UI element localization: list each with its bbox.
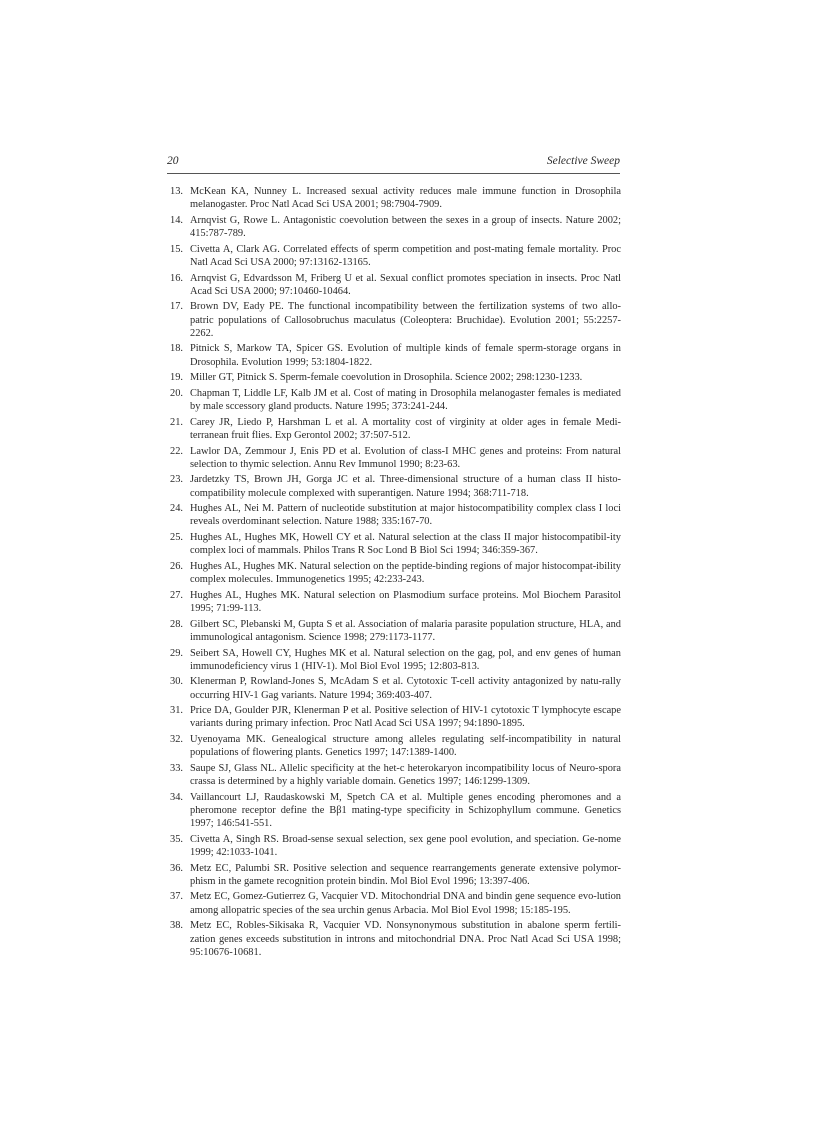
reference-text: Hughes AL, Nei M. Pattern of nucleotide substitution at major histocompatibility complex class I loci reveals overdominant selection. Nature 1988; 335:167-70. bbox=[190, 503, 621, 528]
reference-text: Jardetzky TS, Brown JH, Gorga JC et al. Three-dimensional structure of a human class II histo-compatibility molecule complexed with superantigen. Nature 1994; 368:711-718. bbox=[190, 474, 621, 499]
reference-text: Arnqvist G, Rowe L. Antagonistic coevolution between the sexes in a group of insects. Nature 2002; 415:787-789. bbox=[190, 214, 621, 240]
reference-number: 27. bbox=[170, 589, 183, 601]
reference-text: Civetta A, Clark AG. Correlated effects of sperm competition and post-mating female mortality. Proc Natl Acad Sci USA 2000; 97:13162-13165. bbox=[190, 243, 621, 268]
reference-number: 34. bbox=[170, 791, 183, 803]
reference-number: 35. bbox=[170, 833, 183, 845]
reference-number: 32. bbox=[170, 734, 183, 746]
reference-item bbox=[170, 919, 621, 959]
reference-number: 38. bbox=[170, 920, 183, 932]
reference-text: Metz EC, Robles-Sikisaka R, Vacquier VD. Nonsynonymous substitution in abalone sperm fertili-zation genes exceeds substitution in introns and mitochondrial DNA. Proc Natl Acad Sci USA 1998; 95:10676-10681. bbox=[190, 920, 621, 958]
reference-number: 24. bbox=[170, 503, 183, 515]
reference-text: Klenerman P, Rowland-Jones S, McAdam S et al. Cytotoxic T-cell activity antagonized by natu-rally occurring HIV-1 Gag variants. Nature 1994; 369:403-407. bbox=[190, 676, 621, 701]
reference-number: 33. bbox=[170, 762, 183, 774]
page-number: 20 bbox=[167, 155, 179, 167]
reference-item bbox=[170, 890, 621, 916]
reference-text: Uyenoyama MK. Genealogical structure among alleles regulating self-incompatibility in natural populations of flowering plants. Genetics 1997; 147:1389-1400. bbox=[190, 734, 621, 759]
reference-number: 20. bbox=[170, 387, 183, 399]
reference-item bbox=[170, 185, 621, 211]
reference-number: 13. bbox=[170, 186, 183, 197]
reference-text: Gilbert SC, Plebanski M, Gupta S et al. Association of malaria parasite population structure, HLA, and immunological antagonism. Science 1998; 279:1173-1177. bbox=[190, 618, 621, 643]
reference-item bbox=[170, 243, 621, 269]
running-title: Selective Sweep bbox=[546, 155, 620, 167]
reference-item bbox=[170, 791, 621, 831]
reference-item bbox=[170, 733, 621, 759]
reference-number: 16. bbox=[170, 272, 183, 284]
reference-item bbox=[170, 473, 621, 499]
page-header bbox=[167, 153, 620, 174]
reference-number: 17. bbox=[170, 301, 183, 313]
reference-item bbox=[170, 416, 621, 442]
reference-number: 22. bbox=[170, 445, 183, 457]
reference-item bbox=[170, 618, 621, 644]
reference-number: 21. bbox=[170, 416, 183, 428]
reference-item bbox=[170, 387, 621, 413]
reference-text: Vaillancourt LJ, Raudaskowski M, Spetch CA et al. Multiple genes encoding pheromones and a pheromone receptor define the Bβ1 mating-type specificity in Schizophyllum commune. Genetics 1997; 146:541-551. bbox=[190, 791, 621, 830]
reference-item bbox=[170, 833, 621, 859]
reference-item bbox=[170, 762, 621, 788]
reference-text: Metz EC, Palumbi SR. Positive selection and sequence rearrangements generate extensive polymor-phism in the gamete recognition protein bindin. Mol Biol Evol 1996; 13:397-406. bbox=[190, 862, 621, 887]
reference-list bbox=[170, 185, 621, 961]
reference-number: 26. bbox=[170, 560, 183, 572]
reference-number: 15. bbox=[170, 243, 183, 255]
reference-item bbox=[170, 862, 621, 888]
reference-text: Metz EC, Gomez-Gutierrez G, Vacquier VD. Mitochondrial DNA and bindin gene sequence evo-lution among allopatric species of the sea urchin genus Arbacia. Mol Biol Evol 1998; 15:185-195. bbox=[190, 891, 621, 916]
reference-number: 37. bbox=[170, 891, 183, 903]
reference-text: Miller GT, Pitnick S. Sperm-female coevolution in Drosophila. Science 2002; 298:1230-1233. bbox=[190, 372, 583, 384]
reference-text: Carey JR, Liedo P, Harshman L et al. A mortality cost of virginity at older ages in female Medi-terranean fruit flies. Exp Gerontol 2002; 37:507-512. bbox=[190, 416, 621, 441]
reference-item bbox=[170, 531, 621, 557]
reference-item bbox=[170, 675, 621, 701]
reference-text: Seibert SA, Howell CY, Hughes MK et al. Natural selection on the gag, pol, and env genes of human immunodeficiency virus 1 (HIV-1). Mol Biol Evol 1995; 12:803-813. bbox=[190, 647, 621, 672]
reference-text: Saupe SJ, Glass NL. Allelic specificity at the het-c heterokaryon incompatibility locus of Neuro-spora crassa is determined by a highly variable domain. Genetics 1997; 146:1299-1309. bbox=[190, 762, 621, 788]
reference-number: 14. bbox=[170, 214, 183, 226]
reference-number: 30. bbox=[170, 676, 183, 688]
reference-number: 19. bbox=[170, 372, 183, 384]
reference-number: 31. bbox=[170, 705, 183, 717]
reference-text: Brown DV, Eady PE. The functional incompatibility between the fertilization systems of two allo-patric populations of Callosobruchus maculatus (Coleoptera: Bruchidae). Evolution 2001; 55:2257-2262. bbox=[190, 301, 621, 339]
reference-text: Lawlor DA, Zemmour J, Enis PD et al. Evolution of class-I MHC genes and proteins: From natural selection to thymic selection. Annu Rev Immunol 1990; 8:23-63. bbox=[190, 445, 621, 470]
reference-item bbox=[170, 445, 621, 471]
reference-number: 28. bbox=[170, 618, 183, 630]
reference-number: 23. bbox=[170, 474, 183, 486]
reference-text: Hughes AL, Hughes MK, Howell CY et al. Natural selection at the class II major histocompatibil-ity complex loci of mammals. Philos Trans R Soc Lond B Biol Sci 1994; 346:359-367. bbox=[190, 532, 621, 557]
reference-item bbox=[170, 502, 621, 528]
reference-item bbox=[170, 704, 621, 730]
reference-text: Civetta A, Singh RS. Broad-sense sexual selection, sex gene pool evolution, and speciation. Ge-nome 1999; 42:1033-1041. bbox=[190, 833, 621, 858]
reference-text: Hughes AL, Hughes MK. Natural selection on Plasmodium surface proteins. Mol Biochem Parasitol 1995; 71:99-113. bbox=[190, 589, 621, 615]
reference-text: Price DA, Goulder PJR, Klenerman P et al. Positive selection of HIV-1 cytotoxic T lymphocyte escape variants during primary infection. Proc Natl Acad Sci USA 1997; 94:1890-1895. bbox=[190, 705, 621, 730]
reference-item bbox=[170, 371, 621, 384]
reference-item bbox=[170, 560, 621, 586]
reference-item bbox=[170, 214, 621, 240]
reference-text: Arnqvist G, Edvardsson M, Friberg U et al. Sexual conflict promotes speciation in insects. Proc Natl Acad Sci USA 2000; 97:10460-10464. bbox=[190, 272, 621, 297]
reference-text: Hughes AL, Hughes MK. Natural selection on the peptide-binding regions of major histocompat-ibility complex molecules. Immunogenetics 1995; 42:233-243. bbox=[190, 560, 621, 586]
reference-number: 25. bbox=[170, 532, 183, 544]
reference-text: Pitnick S, Markow TA, Spicer GS. Evolution of multiple kinds of female sperm-storage organs in Drosophila. Evolution 1999; 53:1804-1822. bbox=[190, 343, 621, 368]
reference-number: 29. bbox=[170, 647, 183, 659]
reference-number: 18. bbox=[170, 343, 183, 355]
reference-item bbox=[170, 300, 621, 340]
reference-item bbox=[170, 647, 621, 673]
reference-item bbox=[170, 342, 621, 368]
reference-text: McKean KA, Nunney L. Increased sexual activity reduces male immune function in Drosophila melanogaster. Proc Natl Acad Sci USA 2001; 98:7904-7909. bbox=[190, 186, 621, 211]
reference-text: Chapman T, Liddle LF, Kalb JM et al. Cost of mating in Drosophila melanogaster females is mediated by male sccessory gland products. Nature 1995; 373:241-244. bbox=[190, 387, 621, 413]
reference-item bbox=[170, 589, 621, 615]
reference-item bbox=[170, 272, 621, 298]
reference-number: 36. bbox=[170, 862, 183, 874]
